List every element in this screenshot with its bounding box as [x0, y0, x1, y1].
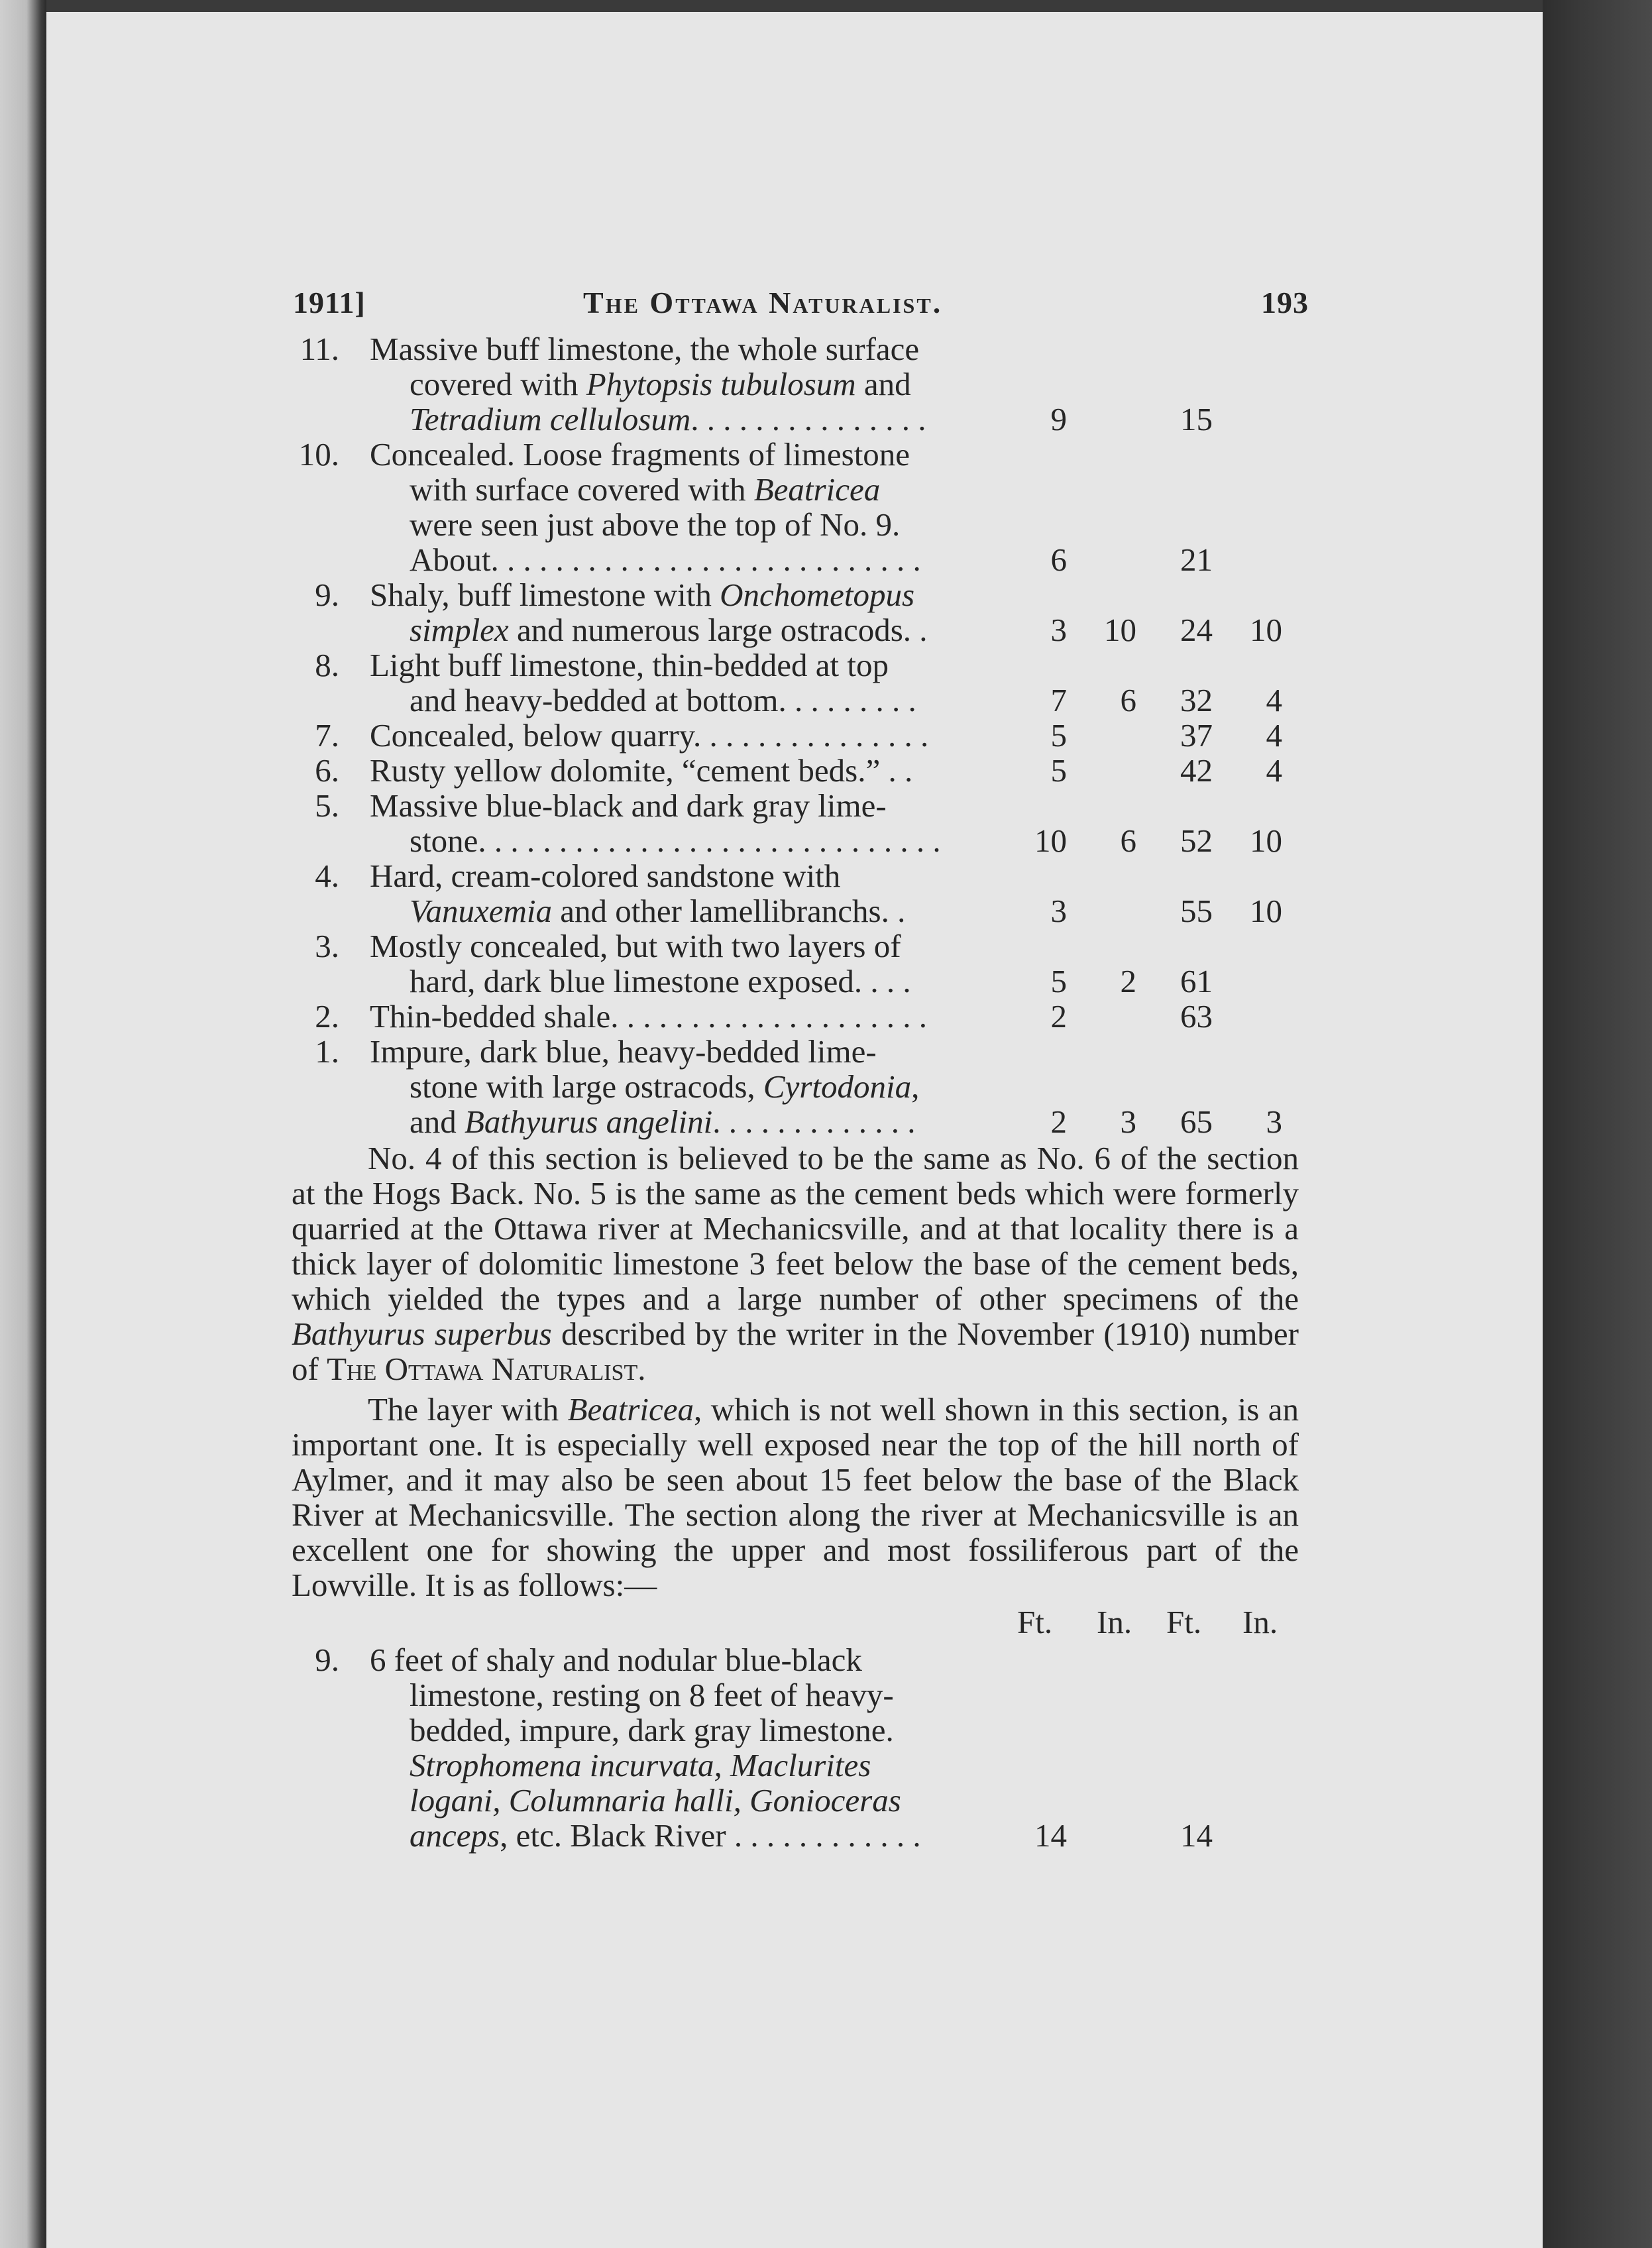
- thickness-c2: 6: [1120, 682, 1136, 718]
- paragraph-1: [292, 1141, 1299, 1386]
- sec1-entry-3-line-2: [292, 612, 1312, 647]
- entry-text: stone. . . . . . . . . . . . . . . . . . . . . . . . . . . . .: [410, 822, 941, 859]
- thickness-c4: 4: [1266, 752, 1282, 789]
- entry-text: Rusty yellow dolomite, “cement beds.” . .: [370, 752, 913, 789]
- sec1-entry-9-line-2: [292, 964, 1312, 999]
- section-table-2: [292, 1642, 1312, 1853]
- header-year: 1911]: [293, 286, 366, 319]
- col-head-in-2: In.: [1242, 1604, 1278, 1640]
- sec1-entry-11-line-3: [292, 1104, 1312, 1139]
- entry-text: Strophomena incurvata, Maclurites: [410, 1747, 871, 1783]
- thickness-c3: 14: [1180, 1817, 1213, 1854]
- sec1-entry-4-line-2: [292, 683, 1312, 718]
- entry-text: limestone, resting on 8 feet of heavy-: [410, 1677, 894, 1713]
- entry-number: 9.: [315, 577, 339, 613]
- sec1-entry-9-line-1: [292, 928, 1312, 964]
- thickness-c3: 52: [1180, 822, 1213, 859]
- sec1-entry-2-line-1: [292, 437, 1312, 472]
- paragraph-1-text: No. 4 of this section is believed to be the same as No. 6 of the section at the Hogs Back. No. 5 is the same as the cement beds which were formerly quarried at the Ottawa river at Mechanicsville, and at that locality there is a thick layer of dolomitic limestone 3 feet below the base of the cement beds, which yielded the types and a large number of other specimens of the Bathyurus superbus described by the writer in the November (1910) number of The Ottawa Naturalist.: [292, 1140, 1299, 1387]
- thickness-c3: 15: [1180, 401, 1213, 437]
- sec1-entry-5-line-1: [292, 718, 1312, 753]
- entry-text: Concealed, below quarry. . . . . . . . . . . . . . .: [370, 717, 929, 754]
- entry-number: 6.: [315, 752, 339, 789]
- thickness-c1: 3: [1050, 893, 1067, 929]
- entry-text: Tetradium cellulosum. . . . . . . . . . . . . . .: [410, 401, 926, 437]
- entry-number: 9.: [315, 1642, 339, 1678]
- thickness-c1: 7: [1050, 682, 1067, 718]
- thickness-c1: 5: [1050, 752, 1067, 789]
- thickness-c3: 37: [1180, 717, 1213, 754]
- sec1-entry-11-line-2: [292, 1069, 1312, 1104]
- page-content: [292, 285, 1312, 1853]
- thickness-c1: 10: [1034, 822, 1067, 859]
- thickness-c4: 4: [1266, 717, 1282, 754]
- entry-number: 11.: [300, 331, 339, 367]
- sec1-entry-8-line-1: [292, 858, 1312, 893]
- entry-text: Concealed. Loose fragments of limestone: [370, 436, 910, 473]
- top-edge: [46, 0, 1543, 12]
- thickness-c3: 65: [1180, 1103, 1213, 1140]
- entry-number: 3.: [315, 928, 339, 964]
- sec2-entry-1-line-2: [292, 1677, 1312, 1713]
- entry-text: Shaly, buff limestone with Onchometopus: [370, 577, 915, 613]
- entry-number: 8.: [315, 647, 339, 683]
- thickness-c4: 10: [1250, 893, 1282, 929]
- entry-number: 10.: [298, 436, 339, 473]
- thickness-c2: 3: [1120, 1103, 1136, 1140]
- col-head-ft-2: Ft.: [1166, 1604, 1202, 1640]
- thickness-c1: 2: [1050, 998, 1067, 1035]
- sec1-entry-4-line-1: [292, 647, 1312, 683]
- sec1-entry-3-line-1: [292, 577, 1312, 612]
- entry-text: and heavy-bedded at bottom. . . . . . . . .: [410, 682, 916, 718]
- sec1-entry-7-line-1: [292, 788, 1312, 823]
- entry-text: Massive buff limestone, the whole surface: [370, 331, 920, 367]
- entry-text: and Bathyurus angelini. . . . . . . . . . . . .: [410, 1103, 916, 1140]
- thickness-c3: 63: [1180, 998, 1213, 1035]
- paragraph-2: [292, 1392, 1299, 1602]
- entry-text: simplex and numerous large ostracods. .: [410, 612, 928, 648]
- sec1-entry-11-line-1: [292, 1034, 1312, 1069]
- sec1-entry-1-line-2: [292, 366, 1312, 402]
- entry-number: 4.: [315, 858, 339, 894]
- col-head-ft-1: Ft.: [1017, 1604, 1053, 1640]
- entry-text: Mostly concealed, but with two layers of: [370, 928, 901, 964]
- thickness-c2: 6: [1120, 822, 1136, 859]
- entry-text: hard, dark blue limestone exposed. . . .: [410, 963, 911, 999]
- left-gutter: [0, 0, 46, 2248]
- thickness-c4: 10: [1250, 612, 1282, 648]
- entry-text: Massive blue-black and dark gray lime-: [370, 787, 887, 824]
- thickness-c4: 4: [1266, 682, 1282, 718]
- entry-text: anceps, etc. Black River . . . . . . . . . . . .: [410, 1817, 921, 1854]
- entry-text: About. . . . . . . . . . . . . . . . . . . . . . . . . . .: [410, 541, 921, 578]
- thickness-c3: 32: [1180, 682, 1213, 718]
- sec2-entry-1-line-1: [292, 1642, 1312, 1677]
- entry-number: 7.: [315, 717, 339, 754]
- sec1-entry-6-line-1: [292, 753, 1312, 788]
- thickness-c3: 42: [1180, 752, 1213, 789]
- thickness-c1: 9: [1050, 401, 1067, 437]
- entry-text: stone with large ostracods, Cyrtodonia,: [410, 1068, 920, 1105]
- thickness-c1: 5: [1050, 963, 1067, 999]
- entry-number: 2.: [315, 998, 339, 1035]
- sec1-entry-7-line-2: [292, 823, 1312, 858]
- thickness-c3: 21: [1180, 541, 1213, 578]
- entry-text: bedded, impure, dark gray limestone.: [410, 1712, 894, 1748]
- entry-number: 5.: [315, 787, 339, 824]
- thickness-c1: 2: [1050, 1103, 1067, 1140]
- thickness-c3: 61: [1180, 963, 1213, 999]
- thickness-c4: 10: [1250, 822, 1282, 859]
- sec2-entry-1-line-3: [292, 1713, 1312, 1748]
- sec1-entry-1-line-1: [292, 331, 1312, 366]
- sec1-entry-2-line-2: [292, 472, 1312, 507]
- entry-number: 1.: [315, 1033, 339, 1070]
- entry-text: Impure, dark blue, heavy-bedded lime-: [370, 1033, 877, 1070]
- thickness-c4: 3: [1266, 1103, 1282, 1140]
- thickness-c1: 3: [1050, 612, 1067, 648]
- right-gutter: [1543, 0, 1652, 2248]
- entry-text: were seen just above the top of No. 9.: [410, 506, 901, 543]
- section-table-1: [292, 331, 1312, 1139]
- entry-text: logani, Columnaria halli, Gonioceras: [410, 1782, 901, 1819]
- thickness-c1: 5: [1050, 717, 1067, 754]
- entry-text: Vanuxemia and other lamellibranchs. .: [410, 893, 906, 929]
- thickness-c1: 14: [1034, 1817, 1067, 1854]
- thickness-c3: 55: [1180, 893, 1213, 929]
- page-number: 193: [1261, 286, 1309, 319]
- entry-text: covered with Phytopsis tubulosum and: [410, 366, 911, 402]
- thickness-c2: 10: [1104, 612, 1136, 648]
- sec2-entry-1-line-6: [292, 1818, 1312, 1853]
- thickness-c1: 6: [1050, 541, 1067, 578]
- sec1-entry-2-line-3: [292, 507, 1312, 542]
- sec2-entry-1-line-5: [292, 1783, 1312, 1818]
- entry-text: Hard, cream-colored sandstone with: [370, 858, 841, 894]
- entry-text: with surface covered with Beatricea: [410, 471, 881, 508]
- thickness-c2: 2: [1120, 963, 1136, 999]
- paragraph-2-text: The layer with Beatricea, which is not well shown in this section, is an important one. It is especially well exposed near the top of the hill north of Aylmer, and it may also be seen about 15 feet below the base of the Black River at Mechanicsville. The section along the river at Mechanicsville is an excellent one for showing the upper and most fossiliferous part of the Lowville. It is as follows:—: [292, 1391, 1299, 1603]
- sec1-entry-10-line-1: [292, 999, 1312, 1034]
- entry-text: Light buff limestone, thin-bedded at top: [370, 647, 889, 683]
- header-journal-title: The Ottawa Naturalist.: [583, 286, 943, 319]
- col-head-in-1: In.: [1097, 1604, 1132, 1640]
- thickness-c3: 24: [1180, 612, 1213, 648]
- running-header: [292, 285, 1312, 331]
- sec1-entry-8-line-2: [292, 893, 1312, 928]
- sec2-entry-1-line-4: [292, 1748, 1312, 1783]
- sec1-entry-2-line-4: [292, 542, 1312, 577]
- entry-text: Thin-bedded shale. . . . . . . . . . . . . . . . . . . .: [370, 998, 928, 1035]
- column-headers: [292, 1602, 1312, 1642]
- entry-text: 6 feet of shaly and nodular blue-black: [370, 1642, 862, 1678]
- sec1-entry-1-line-3: [292, 402, 1312, 437]
